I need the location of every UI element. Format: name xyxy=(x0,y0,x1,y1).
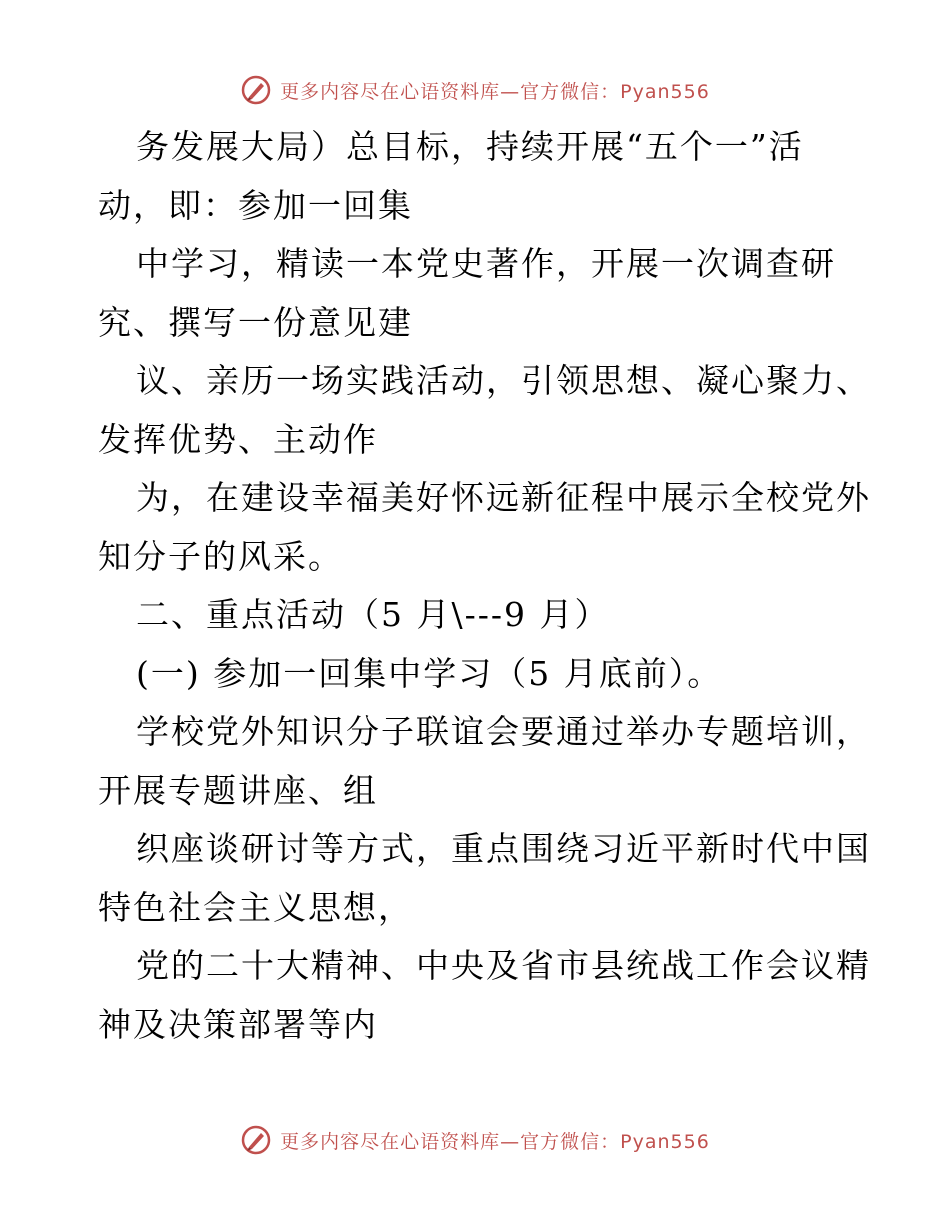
footer-watermark xyxy=(0,1120,950,1160)
header-watermark xyxy=(0,70,950,110)
watermark-text: 更多内容尽在心语资料库—官方微信：Pyan556 xyxy=(280,80,710,103)
paragraph-line: 知分子的风采。 xyxy=(98,536,343,576)
pen-logo-icon xyxy=(240,1124,272,1156)
paragraph-line: (一) 参加一回集中学习（5 月底前）。 xyxy=(136,653,723,693)
paragraph-line: 党的二十大精神、中央及省市县统战工作会议精 xyxy=(136,946,871,985)
paragraph-line: 究、撰写一份意见建 xyxy=(98,302,413,342)
paragraph-line: 特色社会主义思想， xyxy=(98,887,413,927)
paragraph-line: 为，在建设幸福美好怀远新征程中展示全校党外 xyxy=(136,478,871,517)
pen-logo-icon xyxy=(240,74,272,106)
paragraph-line: 学校党外知识分子联谊会要通过举办专题培训， xyxy=(136,712,871,751)
watermark-text: 更多内容尽在心语资料库—官方微信：Pyan556 xyxy=(280,1130,710,1153)
paragraph-line: 二、重点活动（5 月\---9 月） xyxy=(136,595,610,634)
paragraph-line: 神及决策部署等内 xyxy=(98,1004,378,1044)
paragraph-line: 织座谈研讨等方式，重点围绕习近平新时代中国 xyxy=(136,829,871,868)
paragraph-line: 务发展大局）总目标，持续开展“五个一”活 xyxy=(136,127,804,166)
document-body xyxy=(98,118,871,1054)
paragraph-line: 动，即：参加一回集 xyxy=(98,185,413,225)
paragraph-line: 议、亲历一场实践活动，引领思想、凝心聚力、 xyxy=(136,361,871,400)
paragraph-line: 中学习，精读一本党史著作，开展一次调查研 xyxy=(136,244,836,283)
paragraph-line: 开展专题讲座、组 xyxy=(98,770,378,810)
paragraph-line: 发挥优势、主动作 xyxy=(98,419,378,459)
